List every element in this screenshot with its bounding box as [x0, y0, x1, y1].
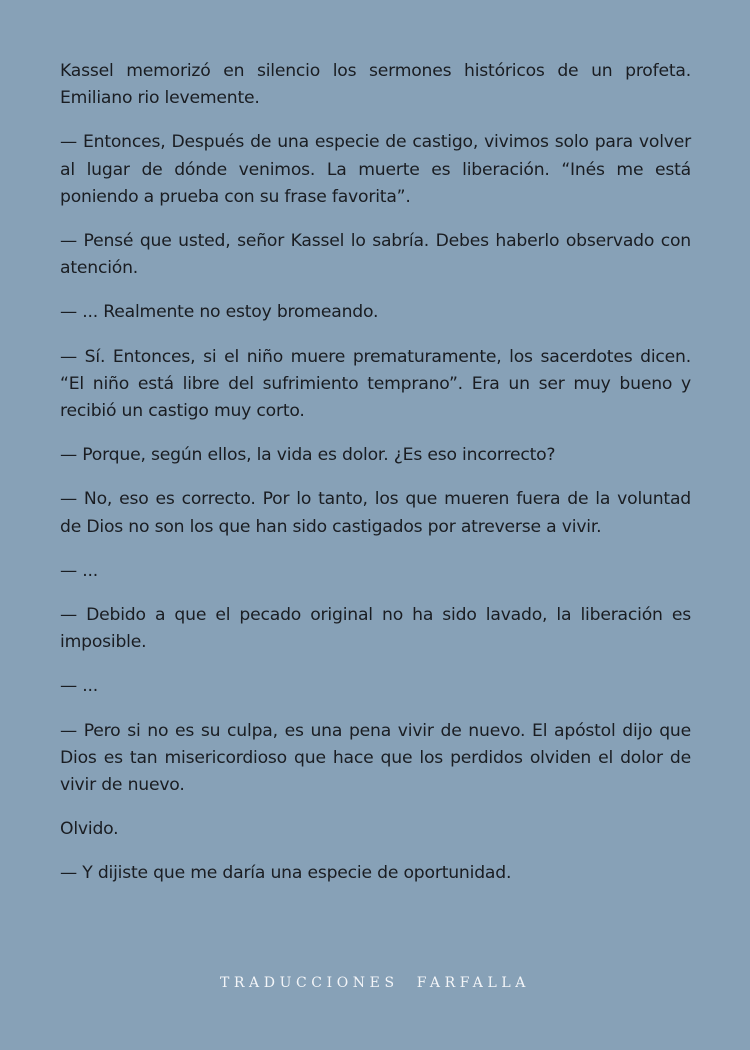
paragraph: Olvido.	[60, 819, 119, 840]
paragraph: — Pensé que usted, señor Kassel lo sabría. Debes haberlo observado con atención.	[60, 231, 691, 279]
page-body	[60, 58, 691, 905]
paragraph: — Debido a que el pecado original no ha sido lavado, la liberación es imposible.	[60, 605, 691, 653]
paragraph: — Y dijiste que me daría una especie de oportunidad.	[60, 863, 512, 884]
paragraph: — Entonces, Después de una especie de castigo, vivimos solo para volver al lugar de dónde venimos. La muerte es liberación. “Inés me está poniendo a prueba con su frase favorita”.	[60, 132, 691, 207]
paragraph: — ... Realmente no estoy bromeando.	[60, 302, 379, 323]
paragraph: — No, eso es correcto. Por lo tanto, los que mueren fuera de la voluntad de Dios no son los que han sido castigados por atreverse a vivir.	[60, 489, 691, 537]
paragraph: — ...	[60, 676, 99, 697]
paragraph: Kassel memorizó en silencio los sermones históricos de un profeta. Emiliano rio levemente.	[60, 61, 691, 109]
paragraph: — ...	[60, 560, 99, 581]
paragraph: — Pero si no es su culpa, es una pena vivir de nuevo. El apóstol dijo que Dios es tan misericordioso que hace que los perdidos olviden el dolor de vivir de nuevo.	[60, 720, 691, 796]
footer-credit: TRADUCCIONES FARFALLA	[219, 975, 531, 991]
paragraph: — Sí. Entonces, si el niño muere prematuramente, los sacerdotes dicen. “El niño está libre del sufrimiento temprano”. Era un ser muy bueno y recibió un castigo muy corto.	[60, 346, 691, 422]
paragraph: — Porque, según ellos, la vida es dolor. ¿Es eso incorrecto?	[60, 445, 556, 466]
